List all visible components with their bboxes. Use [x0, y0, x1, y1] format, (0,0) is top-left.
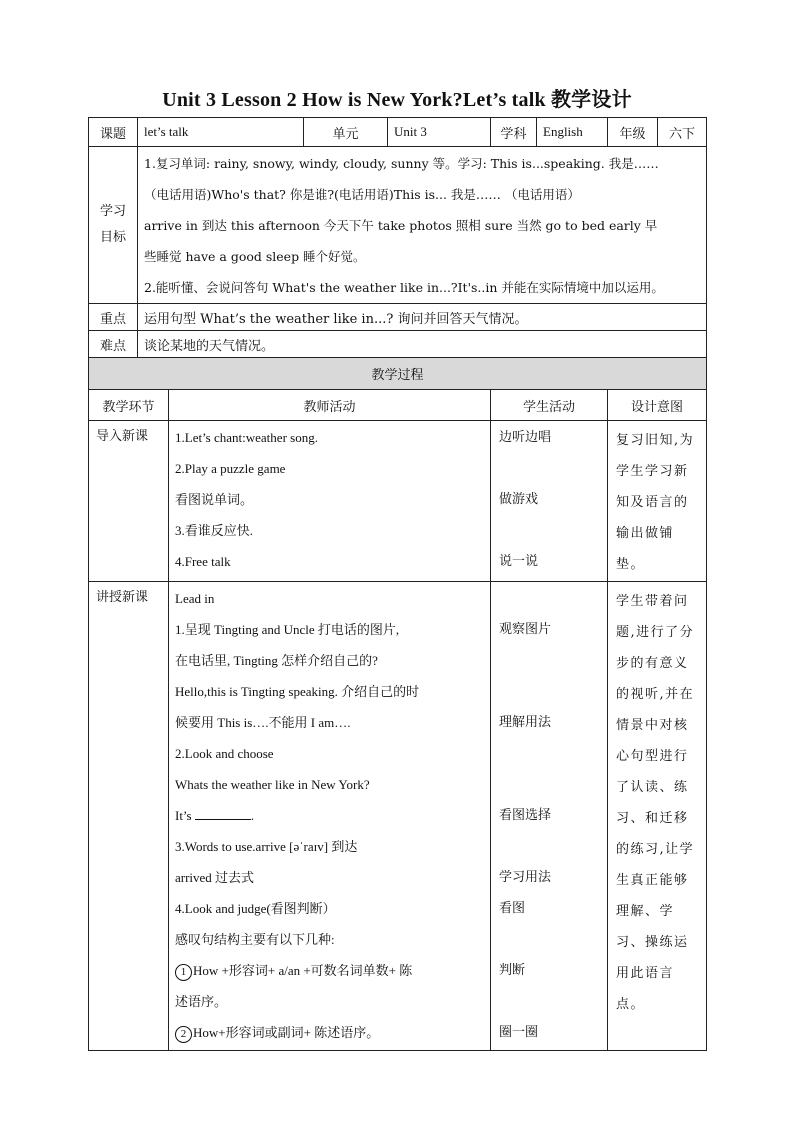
intro-teacher-activities [169, 421, 491, 582]
unit-value: Unit 3 [388, 118, 491, 147]
topic-value: let’s talk [138, 118, 304, 147]
subject-value: English [537, 118, 608, 147]
its-suffix: . [250, 808, 255, 823]
new-student-line: 判断 [499, 963, 526, 978]
its-prefix: It’s [175, 808, 192, 823]
key-point-label: 重点 [89, 304, 138, 331]
structure-text: How +形容词+ a/an +可数名词单数+ 陈 [193, 963, 413, 978]
page-title: Unit 3 Lesson 2 How is New York?Let’s talk 教学设计 [162, 89, 632, 111]
topic-label: 课题 [89, 118, 138, 147]
new-student-line: 看图选择 [499, 808, 552, 823]
intro-teacher-line: 4.Free talk [175, 554, 231, 569]
key-point-text: 运用句型 What’s the weather like in...? 询问并回答天气情况。 [138, 304, 707, 331]
process-header: 教学过程 [89, 358, 707, 390]
intro-student-line: 做游戏 [499, 492, 539, 507]
structure-text: How+形容词或副词+ 陈述语序。 [193, 1025, 380, 1040]
intro-student-line [499, 515, 601, 546]
new-teacher-line: arrived 过去式 [175, 870, 255, 885]
new-teacher-line: 4.Look and judge(看图判断） [175, 901, 336, 916]
new-student-line [499, 583, 601, 614]
intro-student-activities [491, 421, 608, 582]
goal-line: 2.能听懂、会说问答句 What's the weather like in...?It's..in 并能在实际情境中加以运用。 [144, 280, 664, 295]
intro-student-line [499, 453, 601, 484]
new-student-line [499, 676, 601, 707]
new-design-intent: 学生带着问题,进行了分步的有意义的视听,并在情景中对核心句型进行了认读、练习、和迁移的练习,让学生真正能够理解、学习、操练运用此语言点。 [608, 582, 707, 1051]
goal-line: arrive in 到达 this afternoon 今天下午 take photos 照相 sure 当然 go to bed early 早 [144, 218, 658, 233]
new-student-line [499, 924, 601, 955]
new-student-line: 观察图片 [499, 622, 552, 637]
intro-teacher-line: 看图说单词。 [175, 492, 254, 507]
new-student-line [499, 986, 601, 1017]
new-teacher-line-blank [175, 800, 484, 831]
new-teacher-line: 述语序。 [175, 994, 228, 1009]
goal-line: 1.复习单词: rainy, snowy, windy, cloudy, sunny 等。学习: This is...speaking. 我是…… [144, 156, 659, 171]
new-teacher-line: Hello,this is Tingting speaking. 介绍自己的时 [175, 684, 420, 699]
intro-design-intent: 复习旧知,为学生学习新知及语言的输出做铺垫。 [608, 421, 707, 582]
intro-stage: 导入新课 [89, 421, 169, 582]
new-teacher-line: 在电话里, Tingting 怎样介绍自己的? [175, 653, 378, 668]
goal-line: 些睡觉 have a good sleep 睡个好觉。 [144, 249, 366, 264]
new-student-activities [491, 582, 608, 1051]
intro-teacher-line: 2.Play a puzzle game [175, 461, 286, 476]
col-header-student: 学生活动 [491, 390, 608, 421]
col-header-stage: 教学环节 [89, 390, 169, 421]
goals-label-line-2: 目标 [99, 230, 126, 245]
new-teacher-line: Whats the weather like in New York? [175, 777, 370, 792]
subject-label: 学科 [491, 118, 537, 147]
col-header-intent: 设计意图 [608, 390, 707, 421]
intro-student-line: 边听边唱 [499, 430, 552, 445]
new-teacher-activities [169, 582, 491, 1051]
new-student-line [499, 645, 601, 676]
new-student-line: 学习用法 [499, 870, 552, 885]
new-teacher-line-numbered [175, 955, 484, 986]
grade-label: 年级 [608, 118, 658, 147]
goals-label [89, 147, 138, 304]
goal-line: （电话用语)Who's that? 你是谁?(电话用语)This is... 我是…… （电话用语） [144, 187, 580, 202]
new-teacher-line: Lead in [175, 591, 215, 606]
new-student-line [499, 831, 601, 862]
new-teacher-line: 3.Words to use.arrive [əˈraɪv] 到达 [175, 839, 358, 854]
intro-student-line: 说一说 [499, 554, 539, 569]
new-teacher-line: 1.呈现 Tingting and Uncle 打电话的图片, [175, 622, 400, 637]
circled-number-icon: 2 [175, 1026, 192, 1043]
new-stage: 讲授新课 [89, 582, 169, 1051]
unit-label: 单元 [304, 118, 388, 147]
new-student-line [499, 738, 601, 769]
lesson-plan-table [88, 117, 707, 1051]
new-student-line: 圈一圈 [499, 1025, 539, 1040]
new-student-line [499, 769, 601, 800]
fill-in-blank [195, 807, 251, 820]
difficulty-text: 谈论某地的天气情况。 [138, 331, 707, 358]
new-student-line: 看图 [499, 901, 526, 916]
circled-number-icon: 1 [175, 964, 192, 981]
intro-teacher-line: 3.看谁反应快. [175, 523, 254, 538]
goals-label-line-1: 学习 [99, 204, 126, 219]
intro-teacher-line: 1.Let’s chant:weather song. [175, 430, 318, 445]
col-header-teacher: 教师活动 [169, 390, 491, 421]
new-teacher-line: 2.Look and choose [175, 746, 274, 761]
new-teacher-line-numbered [175, 1017, 484, 1048]
goals-content [138, 147, 707, 304]
new-student-line: 理解用法 [499, 715, 552, 730]
difficulty-label: 难点 [89, 331, 138, 358]
grade-value: 六下 [658, 118, 707, 147]
new-teacher-line: 候要用 This is….不能用 I am…. [175, 715, 351, 730]
new-teacher-line: 感叹句结构主要有以下几种: [175, 932, 335, 947]
